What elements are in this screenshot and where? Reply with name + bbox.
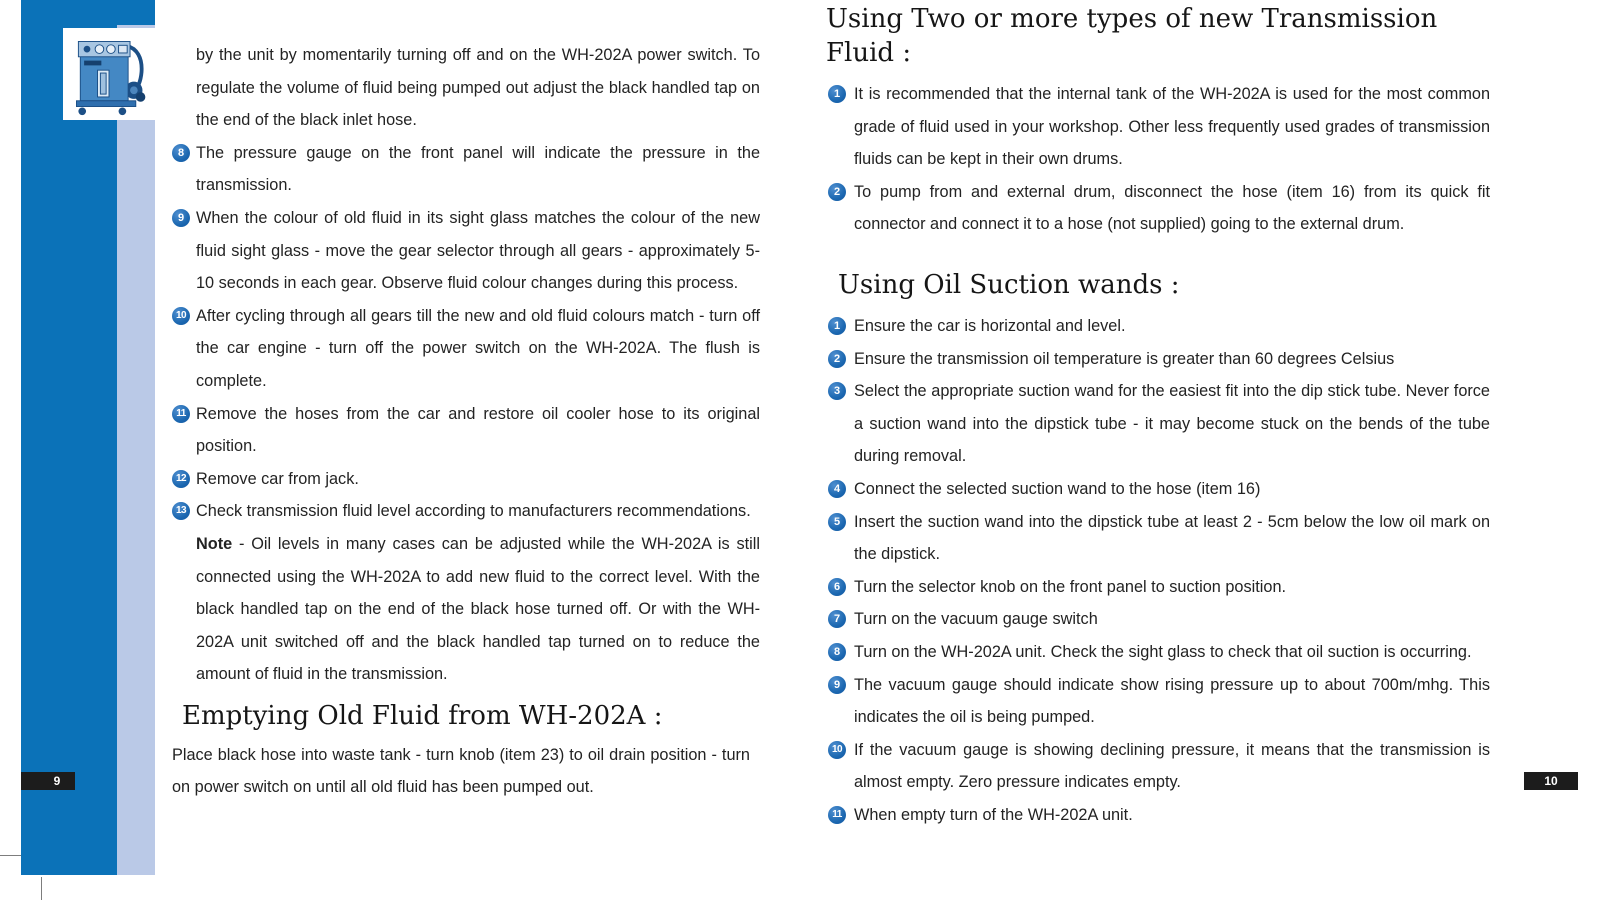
list-item [172,202,760,300]
list-item-text: Ensure the car is horizontal and level. [854,316,1126,335]
note-text: - Oil levels in many cases can be adjusted while the WH-202A is still connected using the WH-202A to add new fluid to the correct level. With the black handled tap on the end of the black hose turned off. Or with the WH-202A unit switched off and the black handled tap turned on to reduce the amount of fluid in the transmission. [196,534,760,684]
list-item-text: Remove the hoses from the car and restore oil cooler hose to its original position. [196,404,760,456]
page-number-tab-right: 10 [1524,772,1578,790]
list-item [172,463,760,496]
list-item [826,603,1490,636]
sidebar-dark-band-notch [117,0,155,25]
item-number-badge: 11 [828,806,846,824]
list-item-text: Remove car from jack. [196,469,359,488]
machine-photo [63,28,155,120]
section-heading-two-or-more-fluids: Using Two or more types of new Transmission Fluid : [826,4,1438,68]
list-item [172,137,760,202]
item-number-badge: 11 [172,405,190,423]
list-item [172,398,760,463]
page-right-content [826,0,1490,831]
list-item [826,310,1490,343]
list-item [826,799,1490,832]
item-number-badge: 9 [172,209,190,227]
note-paragraph [172,528,760,691]
list-item [826,734,1490,799]
list-item-text: Check transmission fluid level according to manufacturers recommendations. [196,502,751,521]
list-item-text: Insert the suction wand into the dipstick tube at least 2 - 5cm below the low oil mark on the dipstick. [854,512,1490,564]
note-label: Note [196,534,233,553]
item-number-badge: 1 [828,85,846,103]
list-item [826,78,1490,176]
list-item-text: When empty turn of the WH-202A unit. [854,805,1133,824]
list-item [172,495,760,528]
item-number-badge: 8 [172,144,190,162]
list-item-text: It is recommended that the internal tank of the WH-202A is used for the most common grade of fluid used in your workshop. Other less frequently used grades of transmission fluids can be kept in their own drums. [854,85,1490,169]
list-item-text: Turn on the vacuum gauge switch [854,610,1098,629]
item-number-badge: 12 [172,470,190,488]
item-number-badge: 10 [828,741,846,759]
list-item-text: Turn the selector knob on the front panel to suction position. [854,577,1287,596]
list-item-text: When the colour of old fluid in its sight glass matches the colour of the new fluid sight glass - move the gear selector through all gears - approximately 5-10 seconds in each gear. Observe fluid colour changes during this process. [196,208,760,293]
item-number-badge: 13 [172,502,190,520]
crop-mark-vertical [41,877,42,900]
sidebar-dark-band [21,0,117,875]
list-item-text: Connect the selected suction wand to the hose (item 16) [854,479,1261,498]
sidebar-light-band [117,25,155,875]
crop-mark-horizontal [0,855,21,856]
list-item [826,669,1490,734]
item-number-badge: 6 [828,578,846,596]
item-number-badge: 2 [828,350,846,368]
list-item [826,343,1490,376]
list-item-text: To pump from and external drum, disconnect the hose (item 16) from its quick fit connector and connect it to a hose (not supplied) going to the external drum. [854,182,1490,234]
list-item [826,506,1490,571]
item-number-badge: 9 [828,676,846,694]
list-item-text: If the vacuum gauge is showing declining pressure, it means that the transmission is almost empty. Zero pressure indicates empty. [854,740,1490,792]
item-number-badge: 7 [828,610,846,628]
list-item-text: Ensure the transmission oil temperature is greater than 60 degrees Celsius [854,349,1395,368]
item-number-badge: 8 [828,643,846,661]
item-number-badge: 5 [828,513,846,531]
page-left-content [172,39,760,804]
list-item [826,571,1490,604]
list-item-text: After cycling through all gears till the new and old fluid colours match - turn off the car engine - turn off the power switch on the WH-202A. The flush is complete. [196,306,760,390]
paragraph-continuation: by the unit by momentarily turning off and on the WH-202A power switch. To regulate the volume of fluid being pumped out adjust the black handled tap on the end of the black inlet hose. [196,46,760,130]
item-number-badge: 2 [828,183,846,201]
page-number-tab-left: 9 [21,772,75,790]
list-item-text: The pressure gauge on the front panel will indicate the pressure in the transmission. [196,143,760,195]
list-item-text: Turn on the WH-202A unit. Check the sight glass to check that oil suction is occurring. [854,642,1472,661]
item-number-badge: 3 [828,382,846,400]
list-item-text: The vacuum gauge should indicate show rising pressure up to about 700m/mhg. This indicates the oil is being pumped. [854,675,1490,727]
item-number-badge: 4 [828,480,846,498]
list-item [826,636,1490,669]
list-item [826,176,1490,241]
list-item [826,473,1490,506]
item-number-badge: 10 [172,307,190,325]
item-number-badge: 1 [828,317,846,335]
section-heading-emptying-old-fluid: Emptying Old Fluid from WH-202A : [182,700,663,731]
section-paragraph: Place black hose into waste tank - turn knob (item 23) to oil drain position - turn on power switch on until all old fluid has been pumped out. [172,745,750,797]
list-item [172,300,760,398]
list-item [826,375,1490,473]
machine-illustration [65,30,153,118]
list-item-text: Select the appropriate suction wand for the easiest fit into the dip stick tube. Never force a suction wand into the dipstick tube - it may become stuck on the bends of the tube during removal. [854,382,1490,466]
section-heading-oil-suction-wands: Using Oil Suction wands : [838,269,1180,300]
